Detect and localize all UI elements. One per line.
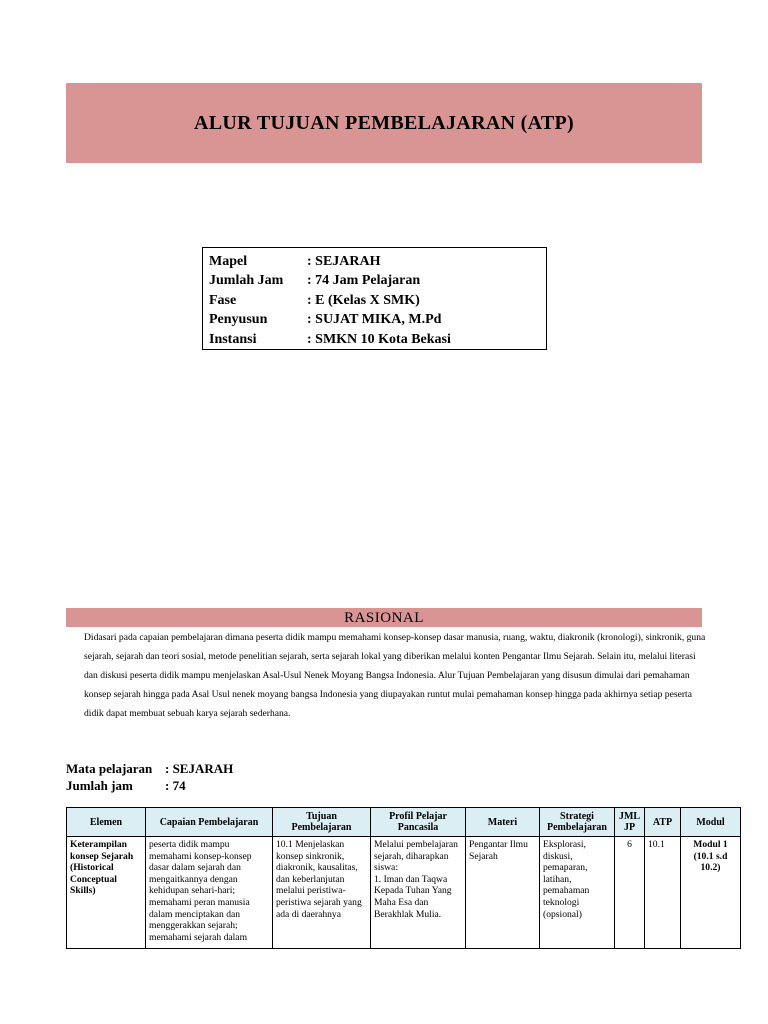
info-row-instansi: [209, 330, 540, 349]
meta-row-jam: [66, 777, 233, 794]
rasional-heading: RASIONAL: [66, 608, 702, 627]
info-value: : SUJAT MIKA, M.Pd: [307, 312, 442, 328]
info-label: Penyusun: [209, 312, 268, 328]
meta-value: : 74: [165, 778, 186, 793]
cell-capaian: peserta didik mampu memahami konsep-konsep dasar dalam sejarah dan mengaitkannya dengan kehidupan sehari-hari; memahami peran manusia dalam menciptakan dan menggerakkan sejarah; memahami sejarah dalam: [146, 837, 273, 949]
title-banner: [66, 83, 702, 163]
cell-profil: Melalui pembelajaran sejarah, diharapkan siswa: 1. Iman dan Taqwa Kepada Tuhan Yang Maha Esa dan Berakhlak Mulia.: [371, 837, 466, 949]
cell-materi: Pengantar Ilmu Sejarah: [466, 837, 540, 949]
info-row-mapel: [209, 252, 540, 271]
cell-atp: 10.1: [645, 837, 681, 949]
cell-strategi: Eksplorasi, diskusi, pemaparan, latihan, pemahaman teknologi (opsional): [540, 837, 615, 949]
meta-value: : SEJARAH: [165, 761, 234, 776]
info-value: : 74 Jam Pelajaran: [307, 273, 421, 289]
info-row-jumlah-jam: [209, 271, 540, 290]
meta-label: Jumlah jam: [66, 778, 133, 793]
table-header-row: [67, 808, 741, 837]
cell-tujuan: 10.1 Menjelaskan konsep sinkronik, diakronik, kausalitas, dan keberlanjutan melalui peristiwa-peristiwa sejarah yang ada di daerahnya: [273, 837, 371, 949]
header-tujuan: Tujuan Pembelajaran: [273, 808, 371, 837]
meta-label: Mata pelajaran: [66, 761, 153, 776]
info-value: : SEJARAH: [307, 254, 381, 269]
meta-row-mapel: [66, 760, 233, 777]
atp-table: [66, 807, 741, 949]
info-value: : SMKN 10 Kota Bekasi: [307, 331, 451, 347]
header-profil: Profil Pelajar Pancasila: [371, 808, 466, 837]
cell-jml-jp: 6: [615, 837, 645, 949]
header-capaian: Capaian Pembelajaran: [146, 808, 273, 837]
rasional-paragraph: Didasari pada capaian pembelajaran dimana peserta didik mampu memahami konsep-konsep dasar manusia, ruang, waktu, diakronik (kronologi), sinkronik, guna sejarah, sejarah dan teori sosial, metode penelitian sejarah, serta sejarah lokal yang diberikan melalui konten Pengantar Ilmu Sejarah. Selain itu, melalui literasi dan diskusi peserta didik mampu menjelaskan Asal-Usul Nenek Moyang Bangsa Indonesia. Alur Tujuan Pembelajaran yang disusun dimulai dari pemahaman konsep sejarah hingga pada Asal Usul nenek moyang bangsa Indonesia yang diupayakan runtut mulai pemahaman konsep hingga pada akhirnya setiap peserta didik dapat membuat sebuah karya sejarah sederhana.: [84, 632, 706, 719]
header-modul: Modul: [681, 808, 741, 837]
info-label: Instansi: [209, 331, 257, 347]
cell-modul: Modul 1 (10.1 s.d 10.2): [681, 837, 741, 949]
cell-elemen: Keterampilan konsep Sejarah (Historical Conceptual Skills): [67, 837, 146, 949]
page-title: ALUR TUJUAN PEMBELAJARAN (ATP): [194, 111, 574, 134]
header-elemen: Elemen: [67, 808, 146, 837]
info-row-penyusun: [209, 310, 540, 329]
info-label: Fase: [209, 292, 237, 308]
header-atp: ATP: [645, 808, 681, 837]
subject-meta: [66, 760, 233, 794]
info-label: Jumlah Jam: [209, 273, 284, 289]
identity-box: [202, 247, 547, 350]
header-strategi: Strategi Pembelajaran: [540, 808, 615, 837]
info-value: : E (Kelas X SMK): [307, 292, 420, 308]
info-label: Mapel: [209, 254, 248, 269]
header-materi: Materi: [466, 808, 540, 837]
info-row-fase: [209, 291, 540, 310]
header-jml-jp: JML JP: [615, 808, 645, 837]
table-row: [67, 837, 741, 949]
